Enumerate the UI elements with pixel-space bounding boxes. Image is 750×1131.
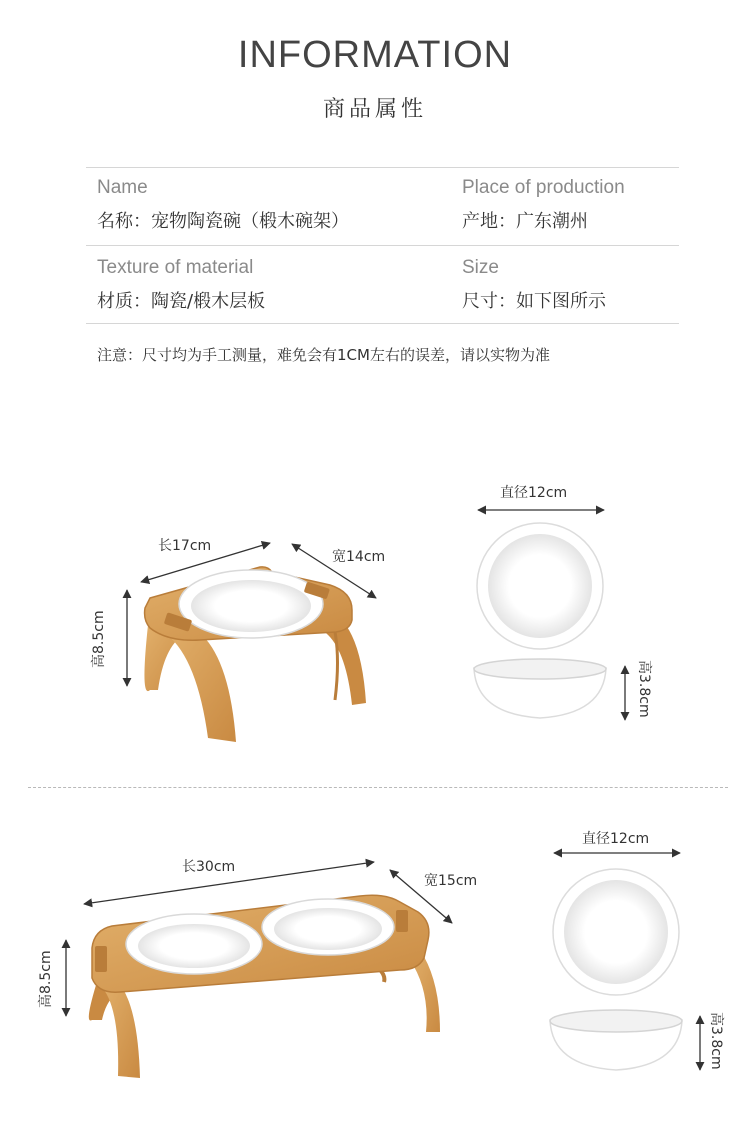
attr-name-label: Name	[97, 177, 148, 198]
single-length-label: 长17cm	[158, 538, 212, 554]
single-stand-leg-edge	[335, 632, 338, 700]
section-divider-dashed	[28, 787, 728, 788]
double-stand-clip-left	[95, 946, 107, 972]
attr-material-label: Texture of material	[97, 257, 254, 278]
double-bowl-left-inner	[138, 924, 250, 968]
single-height-label: 高8.5cm	[91, 610, 107, 668]
single-stand	[144, 567, 366, 742]
double-stand	[89, 895, 440, 1078]
double-stand-clip-right	[396, 910, 408, 932]
page-subtitle: 商品属性	[322, 97, 427, 122]
double-height-label: 高8.5cm	[38, 950, 54, 1008]
attr-place-value: 产地：广东潮州	[462, 211, 588, 232]
double-bowl-top-view-inner	[564, 880, 668, 984]
single-bowl-side-rim	[474, 659, 606, 679]
single-bowl-height-label: 高3.8cm	[636, 660, 652, 718]
measurement-note: 注意：尺寸均为手工测量，难免会有1CM左右的误差，请以实物为准	[97, 346, 550, 364]
single-bowl-top-view-inner	[488, 534, 592, 638]
single-bowl-inner	[191, 580, 311, 632]
single-width-label: 宽14cm	[332, 549, 386, 565]
double-bowl-height-label: 高3.8cm	[708, 1012, 724, 1070]
page-title: INFORMATION	[237, 34, 513, 76]
attr-size-value: 尺寸：如下图所示	[462, 291, 606, 312]
double-length-label: 长30cm	[182, 859, 236, 875]
double-width-label: 宽15cm	[424, 873, 478, 889]
double-bowl-diameter-label: 直径12cm	[582, 831, 650, 847]
attr-size-label: Size	[462, 257, 499, 278]
double-bowl-side-rim	[550, 1010, 682, 1032]
double-bowl-right-inner	[274, 908, 382, 950]
single-bowl-diameter-label: 直径12cm	[500, 485, 568, 501]
attr-name-value: 名称：宠物陶瓷碗（椴木碗架）	[97, 211, 349, 232]
attr-place-label: Place of production	[462, 177, 625, 198]
attr-material-value: 材质：陶瓷/椴木层板	[97, 291, 266, 312]
